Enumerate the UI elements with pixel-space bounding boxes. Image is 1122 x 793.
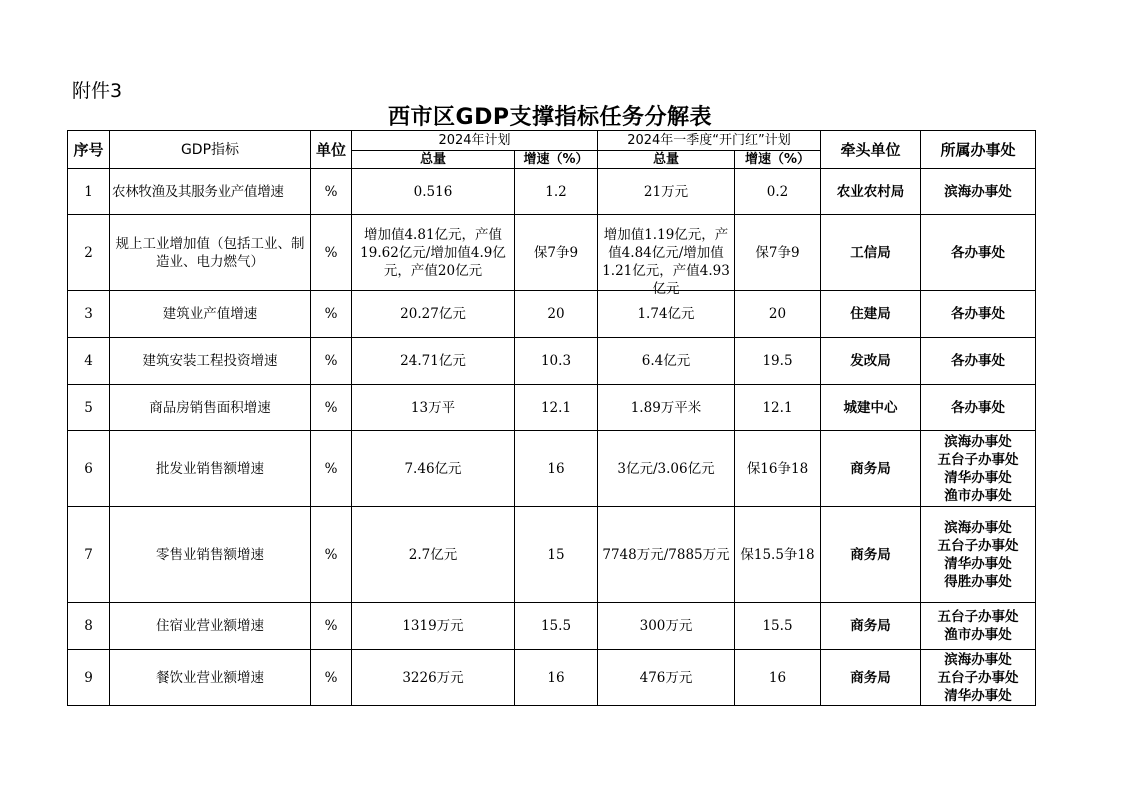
header-indicator: GDP指标 xyxy=(110,131,311,169)
cell-office-text: 五台子办事处 渔市办事处 xyxy=(937,609,1019,643)
table-row xyxy=(68,291,1036,338)
cell-total-2024-text: 24.71亿元 xyxy=(400,353,466,369)
cell-seq xyxy=(68,431,110,507)
cell-lead-unit-text: 城建中心 xyxy=(843,399,898,416)
cell-growth-2024-text: 15.5 xyxy=(540,618,572,634)
cell-total-2024-text: 13万平 xyxy=(410,399,456,416)
cell-seq-text: 5 xyxy=(84,399,93,416)
cell-growth-2024-text: 16 xyxy=(547,669,565,686)
cell-growth-q1 xyxy=(735,215,821,291)
cell-total-q1 xyxy=(598,169,735,215)
cell-growth-2024 xyxy=(515,338,598,385)
cell-total-q1 xyxy=(598,338,735,385)
cell-seq xyxy=(68,603,110,650)
cell-unit-text: % xyxy=(324,306,338,322)
cell-unit xyxy=(311,603,352,650)
cell-growth-2024 xyxy=(515,650,598,706)
cell-growth-q1-text: 16 xyxy=(768,669,787,686)
table-row xyxy=(68,431,1036,507)
cell-office xyxy=(921,603,1036,650)
cell-unit xyxy=(311,338,352,385)
header-total-q1: 总量 xyxy=(598,151,735,169)
cell-indicator-text: 规上工业增加值（包括工业、制造业、电力燃气） xyxy=(115,235,305,270)
cell-office-text: 滨海办事处 五台子办事处 清华办事处 xyxy=(937,651,1019,704)
cell-lead-unit-text: 商务局 xyxy=(850,618,891,634)
cell-growth-q1 xyxy=(735,507,821,603)
cell-total-2024-text: 20.27亿元 xyxy=(400,306,466,322)
cell-total-q1 xyxy=(598,431,735,507)
cell-lead-unit xyxy=(821,169,921,215)
page-title: 西市区GDP支撑指标任务分解表 xyxy=(388,105,712,130)
header-plan-q1: 2024年一季度“开门红”计划 xyxy=(598,131,821,151)
header-growth-2024: 增速（%） xyxy=(515,151,598,169)
cell-lead-unit xyxy=(821,215,921,291)
cell-growth-2024-text: 16 xyxy=(547,460,565,477)
cell-unit xyxy=(311,215,352,291)
cell-growth-2024-text: 保7争9 xyxy=(533,244,579,261)
table-row xyxy=(68,507,1036,603)
header-growth-q1: 增速（%） xyxy=(735,151,821,169)
cell-total-q1-text: 6.4亿元 xyxy=(641,353,691,369)
cell-total-2024 xyxy=(352,338,515,385)
cell-office xyxy=(921,431,1036,507)
cell-lead-unit xyxy=(821,385,921,431)
cell-office xyxy=(921,169,1036,215)
cell-office-text: 滨海办事处 五台子办事处 清华办事处 得胜办事处 xyxy=(937,519,1019,590)
cell-growth-q1-text: 保7争9 xyxy=(755,244,800,261)
cell-indicator xyxy=(110,338,311,385)
cell-growth-q1 xyxy=(735,291,821,338)
cell-growth-q1-text: 0.2 xyxy=(766,183,789,200)
cell-total-q1 xyxy=(598,215,735,297)
cell-total-2024-text: 1319万元 xyxy=(402,618,464,634)
cell-office xyxy=(921,338,1036,385)
cell-lead-unit xyxy=(821,431,921,507)
table-row xyxy=(68,603,1036,650)
cell-unit-text: % xyxy=(324,618,338,634)
cell-total-2024-text: 增加值4.81亿元，产值19.62亿元/增加值4.9亿元，产值20亿元 xyxy=(360,226,506,279)
cell-seq-text: 8 xyxy=(84,618,93,634)
cell-indicator-text: 批发业销售额增速 xyxy=(156,460,264,477)
cell-unit-text: % xyxy=(324,183,338,200)
cell-lead-unit-text: 商务局 xyxy=(850,460,891,477)
cell-lead-unit xyxy=(821,338,921,385)
cell-unit-text: % xyxy=(324,669,338,686)
table-row xyxy=(68,385,1036,431)
cell-office-text: 各办事处 xyxy=(951,244,1005,261)
cell-office-text: 滨海办事处 五台子办事处 清华办事处 渔市办事处 xyxy=(937,433,1019,504)
cell-growth-2024 xyxy=(515,431,598,507)
header-plan-2024: 2024年计划 xyxy=(352,131,598,151)
cell-total-2024-text: 0.516 xyxy=(413,183,453,200)
cell-growth-2024-text: 1.2 xyxy=(545,183,567,200)
cell-office-text: 各办事处 xyxy=(951,306,1005,322)
cell-seq-text: 1 xyxy=(84,183,93,200)
cell-seq-text: 3 xyxy=(84,306,93,322)
cell-indicator-text: 餐饮业营业额增速 xyxy=(156,669,264,686)
cell-lead-unit-text: 商务局 xyxy=(850,546,891,563)
cell-office xyxy=(921,291,1036,338)
cell-lead-unit-text: 住建局 xyxy=(850,306,891,322)
cell-growth-q1-text: 15.5 xyxy=(762,618,793,634)
cell-growth-q1-text: 保16争18 xyxy=(746,460,809,477)
cell-growth-q1 xyxy=(735,603,821,650)
cell-seq-text: 9 xyxy=(84,669,93,686)
cell-total-q1-text: 476万元 xyxy=(639,669,693,686)
cell-seq xyxy=(68,291,110,338)
cell-indicator xyxy=(110,169,311,215)
cell-total-q1-text: 3亿元/3.06亿元 xyxy=(617,460,715,477)
cell-indicator xyxy=(110,385,311,431)
cell-office-text: 滨海办事处 xyxy=(944,183,1012,200)
cell-lead-unit-text: 农业农村局 xyxy=(836,183,905,200)
cell-unit-text: % xyxy=(324,546,338,563)
cell-office xyxy=(921,385,1036,431)
cell-indicator-text: 建筑业产值增速 xyxy=(162,306,258,322)
cell-lead-unit-text: 工信局 xyxy=(850,244,891,261)
cell-total-2024 xyxy=(352,650,515,706)
table-row xyxy=(68,650,1036,706)
cell-total-2024 xyxy=(352,507,515,603)
cell-total-2024 xyxy=(352,431,515,507)
gdp-task-table xyxy=(67,130,1036,706)
cell-total-q1 xyxy=(598,385,735,431)
cell-growth-q1 xyxy=(735,650,821,706)
cell-growth-2024 xyxy=(515,215,598,291)
cell-growth-q1-text: 保15.5争18 xyxy=(740,546,815,563)
cell-indicator-text: 农林牧渔及其服务业产值增速 xyxy=(112,183,284,200)
cell-indicator xyxy=(110,431,311,507)
table-row xyxy=(68,169,1036,215)
cell-total-2024-text: 7.46亿元 xyxy=(404,460,462,477)
cell-growth-2024-text: 12.1 xyxy=(540,399,572,416)
cell-total-2024 xyxy=(352,603,515,650)
cell-lead-unit xyxy=(821,507,921,603)
cell-unit xyxy=(311,507,352,603)
cell-indicator xyxy=(110,650,311,706)
cell-unit-text: % xyxy=(324,399,338,416)
cell-unit xyxy=(311,169,352,215)
cell-growth-q1-text: 12.1 xyxy=(762,399,793,416)
cell-seq xyxy=(68,215,110,291)
cell-total-q1-text: 1.89万平米 xyxy=(630,399,702,416)
cell-growth-2024 xyxy=(515,169,598,215)
cell-office xyxy=(921,215,1036,291)
table-row xyxy=(68,338,1036,385)
cell-total-2024-text: 2.7亿元 xyxy=(408,546,458,563)
cell-unit xyxy=(311,650,352,706)
cell-unit-text: % xyxy=(324,460,338,477)
cell-seq-text: 2 xyxy=(84,244,93,261)
cell-growth-q1 xyxy=(735,431,821,507)
table-body xyxy=(68,169,1036,706)
cell-indicator-text: 住宿业营业额增速 xyxy=(156,618,264,634)
cell-growth-2024-text: 20 xyxy=(547,306,565,322)
cell-seq xyxy=(68,385,110,431)
cell-unit-text: % xyxy=(324,353,338,369)
cell-seq xyxy=(68,507,110,603)
cell-indicator-text: 建筑安装工程投资增速 xyxy=(142,353,278,369)
cell-growth-q1-text: 20 xyxy=(768,306,787,322)
cell-seq xyxy=(68,338,110,385)
cell-total-q1-text: 21万元 xyxy=(643,183,689,200)
cell-seq xyxy=(68,169,110,215)
cell-total-q1 xyxy=(598,291,735,338)
header-total-2024: 总量 xyxy=(352,151,515,169)
cell-seq-text: 6 xyxy=(84,460,93,477)
cell-total-q1 xyxy=(598,650,735,706)
cell-total-q1-text: 1.74亿元 xyxy=(637,306,695,322)
cell-lead-unit xyxy=(821,650,921,706)
cell-unit-text: % xyxy=(324,244,338,261)
cell-unit xyxy=(311,385,352,431)
cell-office-text: 各办事处 xyxy=(951,353,1005,369)
cell-growth-2024-text: 15 xyxy=(547,546,565,563)
cell-growth-2024-text: 10.3 xyxy=(540,353,572,369)
cell-seq xyxy=(68,650,110,706)
cell-growth-q1 xyxy=(735,385,821,431)
table-row xyxy=(68,215,1036,291)
cell-total-2024 xyxy=(352,169,515,215)
cell-total-q1-text: 7748万元/7885万元 xyxy=(602,546,730,563)
cell-unit xyxy=(311,431,352,507)
cell-total-2024 xyxy=(352,385,515,431)
cell-lead-unit-text: 商务局 xyxy=(850,669,891,686)
cell-total-q1-text: 增加值1.19亿元，产值4.84亿元/增加值1.21亿元，产值4.93亿元 xyxy=(602,226,730,297)
header-lead-unit: 牵头单位 xyxy=(821,131,921,169)
cell-lead-unit xyxy=(821,291,921,338)
cell-total-q1 xyxy=(598,603,735,650)
header-unit: 单位 xyxy=(311,131,352,169)
cell-growth-2024 xyxy=(515,507,598,603)
cell-office-text: 各办事处 xyxy=(951,399,1005,416)
cell-total-2024 xyxy=(352,215,515,291)
cell-unit xyxy=(311,291,352,338)
cell-seq-text: 4 xyxy=(84,353,93,369)
header-office: 所属办事处 xyxy=(921,131,1036,169)
cell-growth-q1-text: 19.5 xyxy=(762,353,793,369)
cell-indicator-text: 零售业销售额增速 xyxy=(156,546,264,563)
cell-seq-text: 7 xyxy=(84,546,93,563)
attachment-label: 附件3 xyxy=(72,80,123,102)
cell-total-2024 xyxy=(352,291,515,338)
cell-growth-q1 xyxy=(735,338,821,385)
cell-office xyxy=(921,650,1036,706)
cell-indicator xyxy=(110,215,311,291)
cell-growth-2024 xyxy=(515,603,598,650)
cell-indicator-text: 商品房销售面积增速 xyxy=(149,399,271,416)
cell-office xyxy=(921,507,1036,603)
cell-lead-unit xyxy=(821,603,921,650)
cell-growth-2024 xyxy=(515,291,598,338)
cell-lead-unit-text: 发改局 xyxy=(850,353,891,369)
header-seq: 序号 xyxy=(68,131,110,169)
cell-indicator xyxy=(110,291,311,338)
cell-indicator xyxy=(110,507,311,603)
cell-total-q1 xyxy=(598,507,735,603)
cell-indicator xyxy=(110,603,311,650)
cell-growth-q1 xyxy=(735,169,821,215)
cell-total-2024-text: 3226万元 xyxy=(402,669,464,686)
cell-total-q1-text: 300万元 xyxy=(639,618,693,634)
cell-growth-2024 xyxy=(515,385,598,431)
